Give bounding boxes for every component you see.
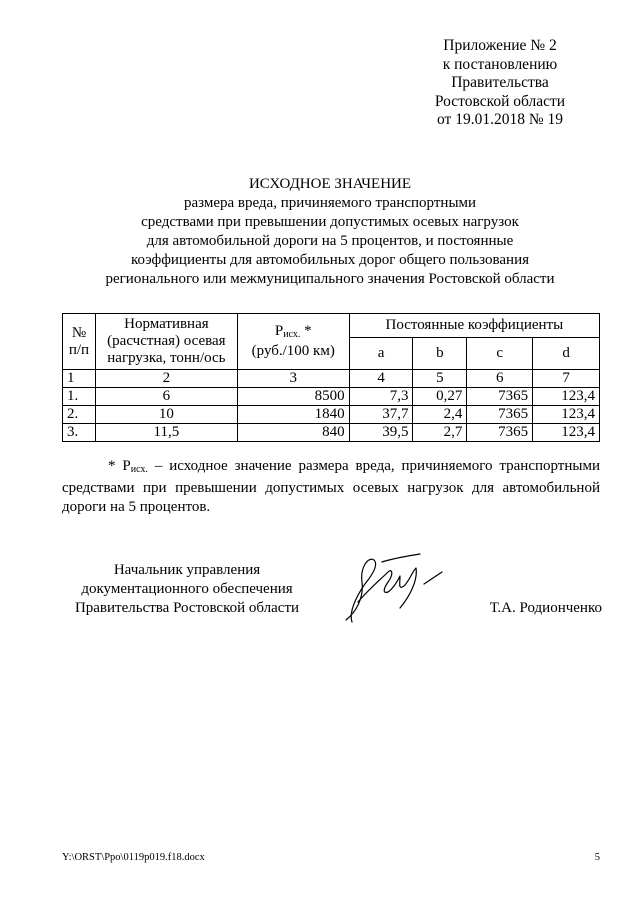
signer-position-line: Начальник управления — [113, 562, 261, 578]
title-line: регионального или межмуниципального значения Ростовской области — [105, 271, 555, 287]
table-row — [63, 406, 600, 424]
table-cell: 4 — [349, 370, 413, 388]
table-cell: 3 — [237, 370, 349, 388]
appendix-line: Приложение № 2 — [443, 37, 557, 54]
table-cell: 39,5 — [349, 424, 413, 442]
table-cell: 2. — [63, 406, 96, 424]
column-number-row — [63, 370, 600, 388]
header-coef-d: d — [533, 337, 600, 369]
table-cell: 1 — [63, 370, 96, 388]
table-cell: 10 — [95, 406, 237, 424]
table-cell: 123,4 — [533, 406, 600, 424]
signer-position — [62, 561, 312, 618]
table-cell: 7 — [533, 370, 600, 388]
table-header-row — [63, 314, 600, 338]
table-cell: 37,7 — [349, 406, 413, 424]
footnote-symbol: * P — [108, 458, 131, 474]
footnote-subscript: исх. — [130, 464, 148, 475]
table-row — [63, 388, 600, 406]
table-cell: 3. — [63, 424, 96, 442]
document-title — [60, 175, 600, 289]
signer-position-line: Правительства Ростовской области — [74, 600, 300, 616]
header-coef-b: b — [413, 337, 467, 369]
table-cell: 123,4 — [533, 424, 600, 442]
title-line: размера вреда, причиняемого транспортными — [183, 195, 477, 211]
header-number: № п/п — [63, 314, 96, 370]
title-line: коэффициенты для автомобильных дорог общего пользования — [131, 252, 529, 268]
table-cell: 7365 — [467, 388, 533, 406]
table-cell: 1840 — [237, 406, 349, 424]
footnote — [62, 457, 600, 517]
table-cell: 5 — [413, 370, 467, 388]
table-cell: 7,3 — [349, 388, 413, 406]
table-cell: 2,4 — [413, 406, 467, 424]
appendix-line: Правительства — [451, 74, 549, 91]
table-cell: 11,5 — [95, 424, 237, 442]
handwritten-signature — [338, 550, 450, 630]
appendix-line: от 19.01.2018 № 19 — [437, 111, 563, 128]
table-cell: 6 — [467, 370, 533, 388]
appendix-line: к постановлению — [442, 55, 558, 73]
table-cell: 123,4 — [533, 388, 600, 406]
table-cell: 1. — [63, 388, 96, 406]
title-line: средствами при превышении допустимых осевых нагрузок — [141, 214, 519, 230]
table-cell: 840 — [237, 424, 349, 442]
footer-page-number: 5 — [594, 852, 600, 863]
title-heading: ИСХОДНОЕ ЗНАЧЕНИЕ — [248, 176, 412, 192]
table-cell: 6 — [95, 388, 237, 406]
header-initial-value: $P_{исх.}$ * (руб./100 км) — [237, 314, 349, 370]
table-cell: 7365 — [467, 424, 533, 442]
footer-file-path: Y:\ORST\Ppo\0119p019.f18.docx — [62, 852, 205, 863]
table-cell: 8500 — [237, 388, 349, 406]
header-coefficients: Постоянные коэффициенты — [349, 314, 599, 338]
header-axle-load: Нормативная (расчстная) осевая нагрузка, тонн/ось — [95, 314, 237, 370]
table-cell: 0,27 — [413, 388, 467, 406]
table-cell: 2,7 — [413, 424, 467, 442]
table-cell: 7365 — [467, 406, 533, 424]
table-cell: 2 — [95, 370, 237, 388]
signer-position-line: документационного обеспечения — [81, 581, 293, 597]
title-line: для автомобильной дороги на 5 процентов, и постоянные — [146, 233, 514, 249]
footnote-text: – исходное значение размера вреда, причиняемого транспортными средствами при превышении допустимых осевых нагрузок для автомобильной дороги на 5 процентов. — [62, 458, 600, 515]
signer-name: Т.А. Родионченко — [489, 600, 602, 616]
table-row — [63, 424, 600, 442]
damage-values-table — [62, 313, 600, 442]
header-coef-c: c — [467, 337, 533, 369]
header-coef-a: a — [349, 337, 413, 369]
appendix-reference — [400, 37, 600, 130]
appendix-line: Ростовской области — [434, 92, 566, 110]
